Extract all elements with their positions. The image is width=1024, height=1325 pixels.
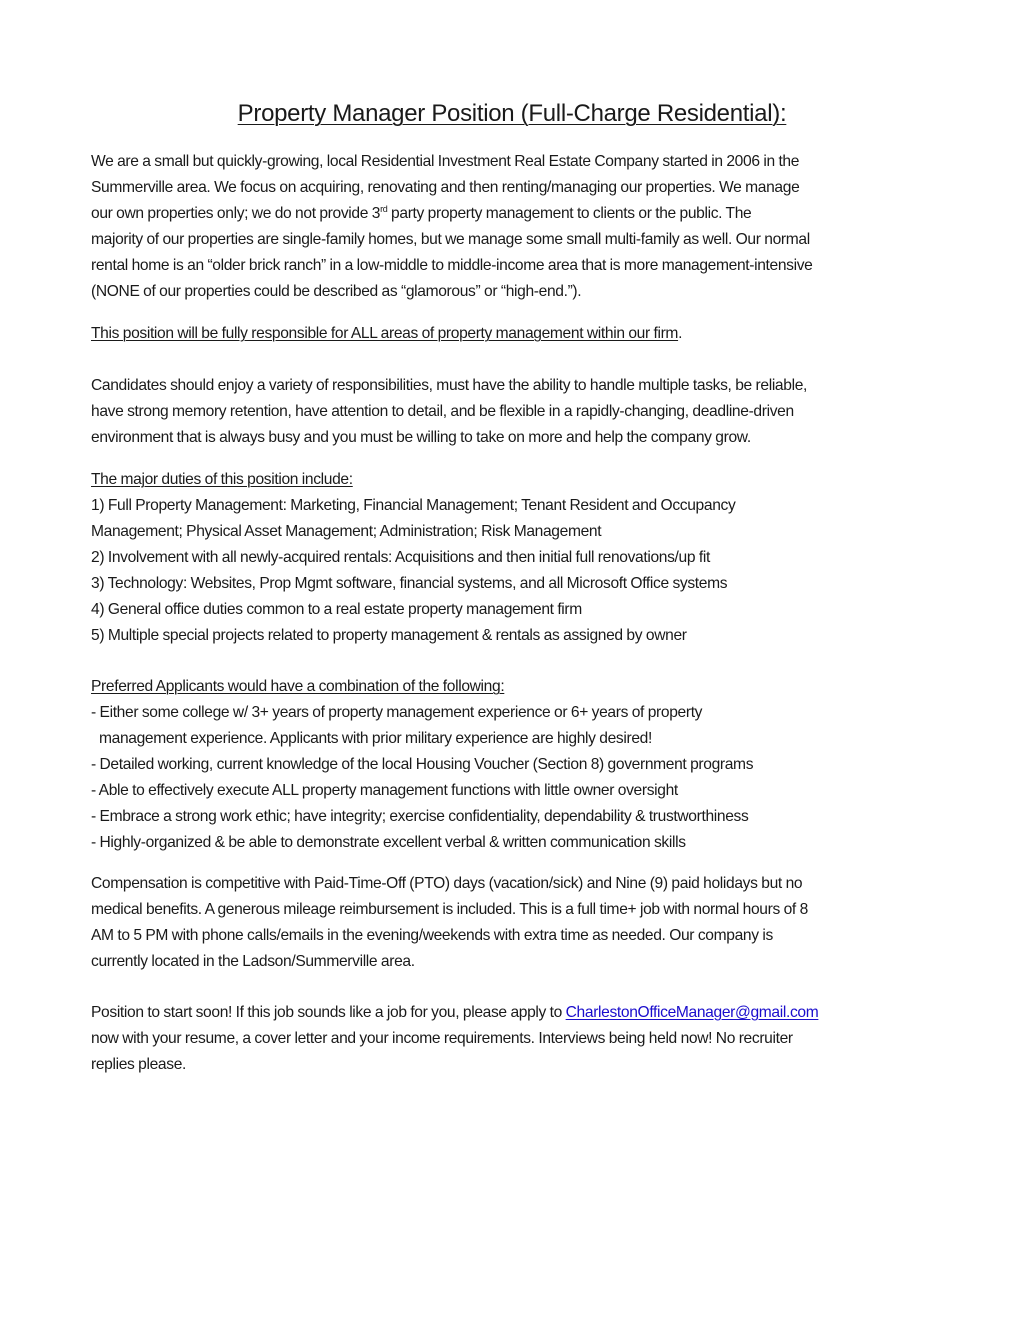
preferred-item: - Detailed working, current knowledge of the local Housing Voucher (Section 8) government programs bbox=[91, 756, 754, 773]
responsibility-statement bbox=[91, 321, 951, 347]
compensation-paragraph bbox=[91, 871, 951, 975]
candidates-paragraph bbox=[91, 373, 951, 451]
intro-line: majority of our properties are single-family homes, but we manage some small multi-family as well. Our normal bbox=[91, 231, 810, 248]
compensation-line: medical benefits. A generous mileage reimbursement is included. This is a full time+ job with normal hours of 8 bbox=[91, 901, 808, 918]
duties-heading: The major duties of this position include: bbox=[91, 471, 353, 488]
email-link[interactable]: CharlestonOfficeManager@gmail.com bbox=[565, 1004, 819, 1021]
intro-line: We are a small but quickly-growing, local Residential Investment Real Estate Company started in 2006 in the bbox=[91, 153, 800, 170]
duty-item: 4) General office duties common to a real estate property management firm bbox=[91, 601, 582, 618]
duty-item: 3) Technology: Websites, Prop Mgmt software, financial systems, and all Microsoft Office systems bbox=[91, 575, 728, 592]
preferred-item: - Either some college w/ 3+ years of property management experience or 6+ years of property bbox=[91, 704, 703, 721]
apply-line: now with your resume, a cover letter and your income requirements. Interviews being held now! No recruiter bbox=[91, 1030, 793, 1047]
preferred-item: - Able to effectively execute ALL property management functions with little owner oversight bbox=[91, 782, 678, 799]
preferred-item: - Highly-organized & be able to demonstrate excellent verbal & written communication skills bbox=[91, 834, 686, 851]
intro-text: party property management to clients or the public. The bbox=[387, 205, 752, 222]
intro-line bbox=[91, 201, 951, 227]
apply-line: replies please. bbox=[91, 1056, 187, 1073]
preferred-item: - Embrace a strong work ethic; have integrity; exercise confidentiality, dependability & trustworthiness bbox=[91, 808, 749, 825]
responsibility-line bbox=[91, 321, 951, 347]
compensation-line: Compensation is competitive with Paid-Time-Off (PTO) days (vacation/sick) and Nine (9) paid holidays but no bbox=[91, 875, 803, 892]
apply-line bbox=[91, 1000, 951, 1026]
intro-paragraph bbox=[91, 149, 951, 305]
responsibility-period: . bbox=[678, 325, 683, 342]
apply-text: Position to start soon! If this job sounds like a job for you, please apply to bbox=[91, 1004, 566, 1021]
duties-section bbox=[91, 467, 951, 649]
candidates-line: Candidates should enjoy a variety of responsibilities, must have the ability to handle multiple tasks, be reliable, bbox=[91, 377, 807, 394]
compensation-line: currently located in the Ladson/Summerville area. bbox=[91, 953, 415, 970]
duty-item: 2) Involvement with all newly-acquired rentals: Acquisitions and then initial full renovations/up fit bbox=[91, 549, 710, 566]
preferred-item-continuation: management experience. Applicants with prior military experience are highly desired! bbox=[99, 730, 652, 747]
duty-item: Management; Physical Asset Management; Administration; Risk Management bbox=[91, 523, 602, 540]
apply-paragraph bbox=[91, 1000, 951, 1078]
responsibility-underlined: This position will be fully responsible for ALL areas of property management within our firm bbox=[91, 325, 679, 342]
page-title: Property Manager Position (Full-Charge Residential): bbox=[237, 100, 787, 127]
intro-line: Summerville area. We focus on acquiring, renovating and then renting/managing our properties. We manage bbox=[91, 179, 800, 196]
ordinal-superscript: rd bbox=[380, 204, 388, 214]
candidates-line: have strong memory retention, have attention to detail, and be flexible in a rapidly-changing, deadline-driven bbox=[91, 403, 794, 420]
intro-line: (NONE of our properties could be described as “glamorous” or “high-end.”). bbox=[91, 283, 582, 300]
duty-item: 5) Multiple special projects related to property management & rentals as assigned by owner bbox=[91, 627, 687, 644]
intro-line: rental home is an “older brick ranch” in a low-middle to middle-income area that is more management-intensive bbox=[91, 257, 813, 274]
intro-text: our own properties only; we do not provide 3 bbox=[91, 205, 381, 222]
compensation-line: AM to 5 PM with phone calls/emails in the evening/weekends with extra time as needed. Our company is bbox=[91, 927, 773, 944]
preferred-section bbox=[91, 674, 951, 856]
candidates-line: environment that is always busy and you must be willing to take on more and help the company grow. bbox=[91, 429, 751, 446]
duty-item: 1) Full Property Management: Marketing, Financial Management; Tenant Resident and Occupancy bbox=[91, 497, 736, 514]
preferred-heading: Preferred Applicants would have a combination of the following: bbox=[91, 678, 505, 695]
